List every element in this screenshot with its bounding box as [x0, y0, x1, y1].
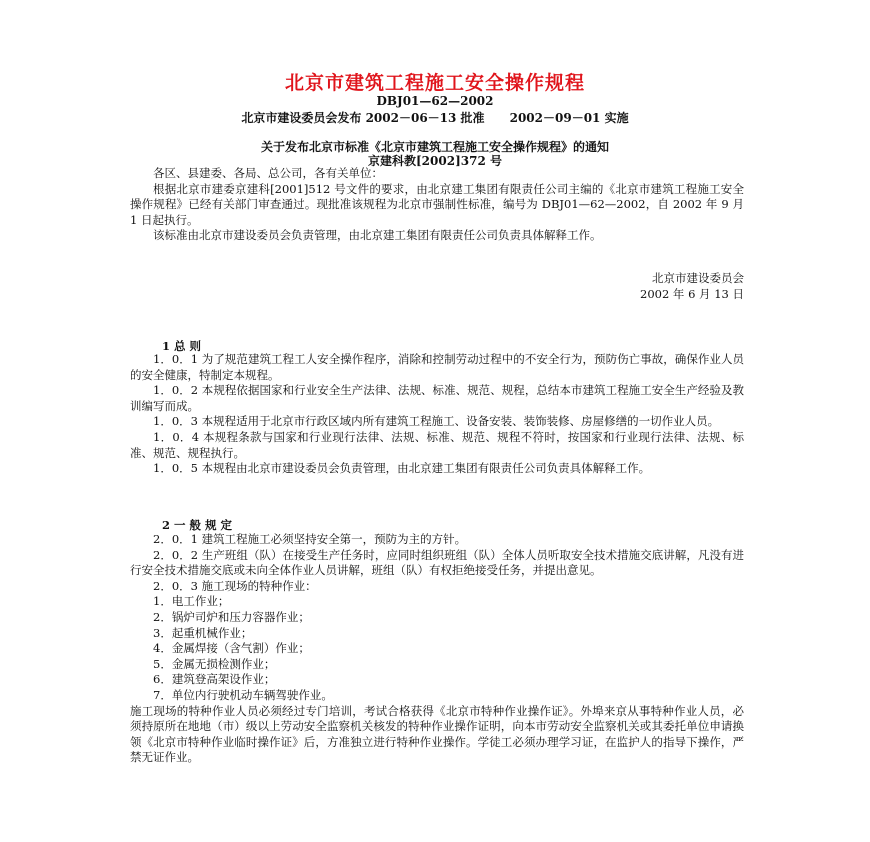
issue-line: 北京市建设委员会发布 2002－06－13 批准 2002－09－01 实施 — [241, 111, 629, 125]
list-item: 1．电工作业； — [153, 594, 230, 609]
list-item: 3．起重机械作业； — [153, 625, 253, 640]
notice-signature — [640, 271, 744, 302]
clause: 2．0．1 建筑工程施工必须坚持安全第一，预防为主的方针。 — [153, 532, 467, 546]
notice-paragraph: 该标准由北京市建设委员会负责管理，由北京建工集团有限责任公司负责具体解释工作。 — [153, 228, 602, 243]
list-item: 4．金属焊接（含气割）作业； — [153, 641, 310, 656]
section-2-body — [130, 532, 744, 766]
notice-number: 京建科教[2002]372 号 — [368, 154, 502, 168]
clause: 1．0．5 本规程由北京市建设委员会负责管理，由北京建工集团有限责任公司负责具体解释工作。 — [153, 461, 651, 476]
clause: 2．0．2 生产班组（队）在接受生产任务时，应同时组织班组（队）全体人员听取安全技术措施交底讲解，凡没有进行安全技术措施交底或未向全体作业人员讲解，班组（队）有权拒绝接受任务，并提出意见。 — [130, 547, 744, 578]
clause: 1．0．1 为了规范建筑工程工人安全操作程序，消除和控制劳动过程中的不安全行为，预防伤亡事故，确保作业人员的安全健康，特制定本规程。 — [130, 352, 744, 382]
signer: 北京市建设委员会 — [652, 271, 744, 285]
list-item: 5．金属无损检测作业； — [153, 656, 276, 671]
clause: 1．0．4 本规程条款与国家和行业现行法律、法规、标准、规范、规程不符时，按国家和行业现行法律、法规、标准、规范、规程执行。 — [130, 429, 744, 460]
signing-date: 2002 年 6 月 13 日 — [640, 286, 744, 301]
notice-salutation: 各区、县建委、各局、总公司，各有关单位： — [153, 166, 383, 180]
closing-paragraph: 施工现场的特种作业人员必须经过专门培训，考试合格获得《北京市特种作业操作证》。外埠来京从事特种作业人员，必须持原所在地地（市）级以上劳动安全监察机关核发的特种作业操作证明，向本市劳动安全监察机关或其委托单位申请换领《北京市特种作业临时操作证》后，方准独立进行特种作业操作。学徒工必须办理学习证，在监护人的指导下操作，严禁无证作业。 — [130, 703, 744, 765]
list-item: 2．锅炉司炉和压力容器作业； — [153, 609, 310, 624]
section-heading: 2 一 般 规 定 — [162, 518, 233, 532]
clause: 1．0．2 本规程依据国家和行业安全生产法律、法规、标准、规范、规程，总结本市建筑工程施工安全生产经验及教训编写而成。 — [130, 383, 744, 413]
clause: 1．0．3 本规程适用于北京市行政区域内所有建筑工程施工、设备安装、装饰装修、房屋修缮的一切作业人员。 — [153, 414, 720, 429]
clause: 2．0．3 施工现场的特种作业： — [153, 578, 317, 593]
document-title: 北京市建筑工程施工安全操作规程 — [284, 72, 585, 94]
section-heading: 1 总 则 — [162, 339, 202, 353]
section-1-body — [130, 352, 744, 477]
notice-title: 关于发布北京市标准《北京市建筑工程施工安全操作规程》的通知 — [260, 140, 609, 154]
list-item: 7．单位内行驶机动车辆驾驶作业。 — [153, 687, 333, 702]
notice-paragraph: 根据北京市建委京建科[2001]512 号文件的要求，由北京建工集团有限责任公司主编的《北京市建筑工程施工安全操作规程》已经有关部门审查通过。现批准该规程为北京市强制性标准，编号为 DBJ01—62—2002，自 2002 年 9 月 1 日起执行。 — [130, 181, 744, 227]
notice-body — [130, 166, 744, 244]
standard-code: DBJ01—62—2002 — [376, 94, 494, 108]
list-item: 6．建筑登高架设作业； — [153, 672, 276, 687]
